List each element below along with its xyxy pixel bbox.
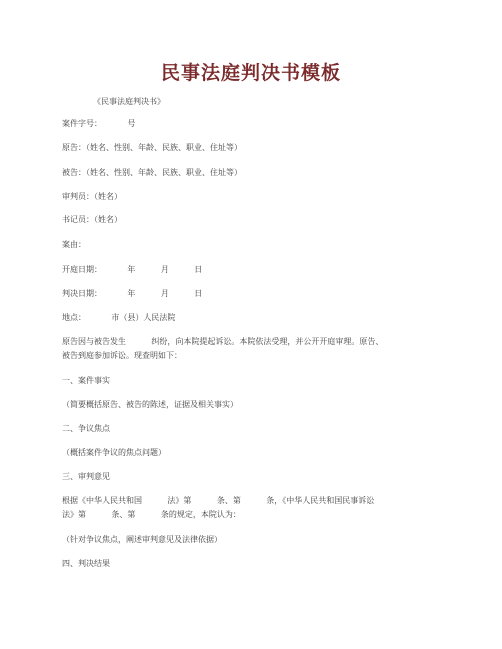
location: 地点： 市（县）人民法院: [62, 313, 176, 322]
document-title: 民事法庭判决书模板: [160, 62, 341, 84]
case-number: 案件字号： 号: [62, 119, 136, 128]
section-result: 四、判决结果: [62, 559, 110, 568]
judge: 审判员：（姓名）: [62, 192, 122, 201]
opinion-description: （针对争议焦点，阐述审判意见及法律依据）: [62, 535, 222, 544]
defendant: 被告：（姓名、性别、年龄、民族、职业、住址等）: [62, 168, 242, 177]
opinion-paragraph-line-1: 根据《中华人民共和国 法》第 条、第 条，《中华人民共和国民事诉讼: [62, 496, 375, 505]
intro-paragraph-line-2: 被告到庭参加诉讼。现查明如下：: [62, 351, 182, 360]
intro-paragraph-line-1: 原告因与被告发生 纠纷，向本院提起诉讼。本院依法受理，并公开开庭审理。原告、: [62, 337, 384, 346]
plaintiff: 原告：（姓名、性别、年龄、民族、职业、住址等）: [62, 143, 242, 152]
section-facts: 一、案件事实: [62, 376, 110, 385]
hearing-date: 开庭日期： 年 月 日: [62, 265, 203, 274]
section-opinion: 三、审判意见: [62, 472, 110, 481]
cause-of-action: 案由：: [62, 240, 86, 249]
judgment-date: 判决日期： 年 月 日: [62, 289, 203, 298]
facts-description: （简要概括原告、被告的陈述，证据及相关事实）: [62, 400, 238, 409]
judgment-heading: 《民事法庭判决书》: [93, 97, 165, 106]
section-dispute: 二、争议焦点: [62, 424, 110, 433]
opinion-paragraph-line-2: 法》第 条、第 条的规定，本院认为：: [62, 510, 241, 519]
clerk: 书记员：（姓名）: [62, 215, 122, 224]
dispute-description: （概括案件争议的焦点问题）: [62, 448, 166, 457]
